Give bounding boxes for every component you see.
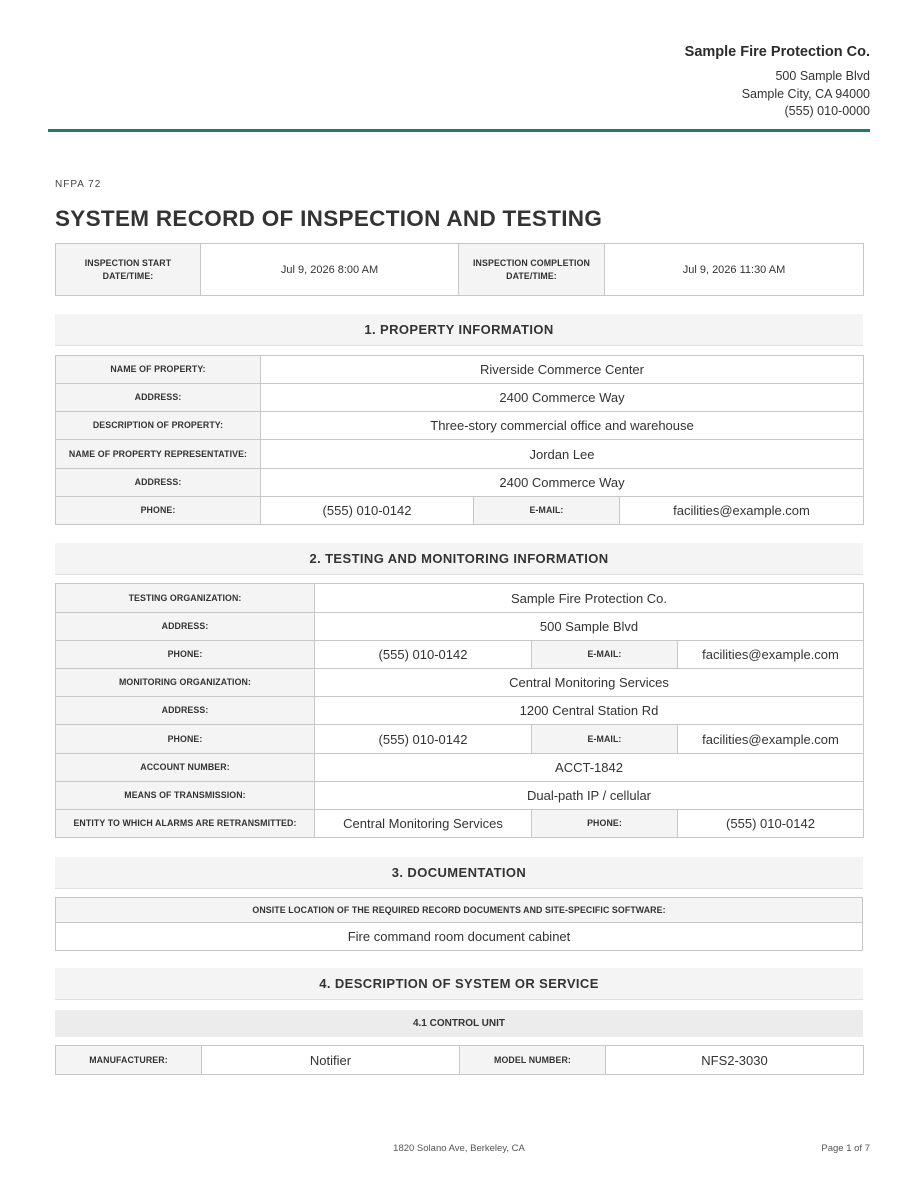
testing-email-value[interactable]: facilities@example.com (678, 641, 864, 669)
monitoring-org-label: MONITORING ORGANIZATION: (56, 669, 315, 697)
testing-email-label: E-MAIL: (532, 641, 678, 669)
section-property-information: 1. PROPERTY INFORMATION (55, 314, 863, 346)
inspection-start-label: INSPECTION START DATE/TIME: (56, 244, 201, 296)
page-number: Page 1 of 7 (821, 1143, 870, 1154)
account-number-label: ACCOUNT NUMBER: (56, 754, 315, 782)
manufacturer-label: MANUFACTURER: (56, 1046, 202, 1075)
property-address-value[interactable]: 2400 Commerce Way (261, 384, 864, 412)
company-street: 500 Sample Blvd (775, 69, 870, 83)
inspection-dates-table (55, 243, 864, 296)
record-location-label: ONSITE LOCATION OF THE REQUIRED RECORD DOCUMENTS AND SITE-SPECIFIC SOFTWARE: (56, 898, 863, 923)
document-code: NFPA 72 (55, 179, 102, 190)
monitoring-org-value[interactable]: Central Monitoring Services (315, 669, 864, 697)
property-phone-label: PHONE: (56, 497, 261, 525)
monitoring-email-value[interactable]: facilities@example.com (678, 725, 864, 754)
property-email-label: E-MAIL: (474, 497, 620, 525)
representative-address-value[interactable]: 2400 Commerce Way (261, 469, 864, 497)
inspection-completion-label: INSPECTION COMPLETION DATE/TIME: (459, 244, 605, 296)
retransmission-phone-value[interactable]: (555) 010-0142 (678, 810, 864, 838)
property-description-label: DESCRIPTION OF PROPERTY: (56, 412, 261, 440)
manufacturer-value[interactable]: Notifier (202, 1046, 460, 1075)
documentation-table (55, 897, 863, 951)
record-location-value[interactable]: Fire command room document cabinet (56, 923, 863, 951)
testing-address-label: ADDRESS: (56, 613, 315, 641)
testing-org-value[interactable]: Sample Fire Protection Co. (315, 584, 864, 613)
section-testing-monitoring: 2. TESTING AND MONITORING INFORMATION (55, 543, 863, 575)
company-city: Sample City, CA 94000 (741, 86, 870, 101)
header-divider (48, 129, 870, 132)
subsection-control-unit: 4.1 CONTROL UNIT (55, 1010, 863, 1037)
monitoring-email-label: E-MAIL: (532, 725, 678, 754)
testing-address-value[interactable]: 500 Sample Blvd (315, 613, 864, 641)
document-title: SYSTEM RECORD OF INSPECTION AND TESTING (55, 206, 603, 231)
property-representative-value[interactable]: Jordan Lee (261, 440, 864, 469)
retransmission-entity-label: ENTITY TO WHICH ALARMS ARE RETRANSMITTED: (56, 810, 315, 838)
model-number-value[interactable]: NFS2-3030 (606, 1046, 864, 1075)
inspection-start-value[interactable]: Jul 9, 2026 8:00 AM (201, 244, 459, 296)
retransmission-phone-label: PHONE: (532, 810, 678, 838)
section-system-description: 4. DESCRIPTION OF SYSTEM OR SERVICE (55, 968, 863, 1000)
means-of-transmission-value[interactable]: Dual-path IP / cellular (315, 782, 864, 810)
property-representative-label: NAME OF PROPERTY REPRESENTATIVE: (56, 440, 261, 469)
property-address-label: ADDRESS: (56, 384, 261, 412)
property-name-value[interactable]: Riverside Commerce Center (261, 356, 864, 384)
control-unit-table (55, 1045, 864, 1075)
company-name: Sample Fire Protection Co. (684, 44, 870, 60)
testing-org-label: TESTING ORGANIZATION: (56, 584, 315, 613)
property-name-label: NAME OF PROPERTY: (56, 356, 261, 384)
monitoring-phone-value[interactable]: (555) 010-0142 (315, 725, 532, 754)
monitoring-address-label: ADDRESS: (56, 697, 315, 725)
testing-table (55, 583, 864, 838)
section-documentation: 3. DOCUMENTATION (55, 857, 863, 889)
means-of-transmission-label: MEANS OF TRANSMISSION: (56, 782, 315, 810)
representative-address-label: ADDRESS: (56, 469, 261, 497)
property-email-value[interactable]: facilities@example.com (620, 497, 864, 525)
account-number-value[interactable]: ACCT-1842 (315, 754, 864, 782)
testing-phone-label: PHONE: (56, 641, 315, 669)
property-table (55, 355, 864, 525)
model-number-label: MODEL NUMBER: (460, 1046, 606, 1075)
company-header (470, 44, 870, 121)
retransmission-entity-value[interactable]: Central Monitoring Services (315, 810, 532, 838)
property-phone-value[interactable]: (555) 010-0142 (261, 497, 474, 525)
property-description-value[interactable]: Three-story commercial office and warehouse (261, 412, 864, 440)
monitoring-address-value[interactable]: 1200 Central Station Rd (315, 697, 864, 725)
testing-phone-value[interactable]: (555) 010-0142 (315, 641, 532, 669)
monitoring-phone-label: PHONE: (56, 725, 315, 754)
company-phone: (555) 010-0000 (784, 104, 870, 118)
inspection-completion-value[interactable]: Jul 9, 2026 11:30 AM (605, 244, 864, 296)
footer-address: 1820 Solano Ave, Berkeley, CA (393, 1143, 525, 1154)
